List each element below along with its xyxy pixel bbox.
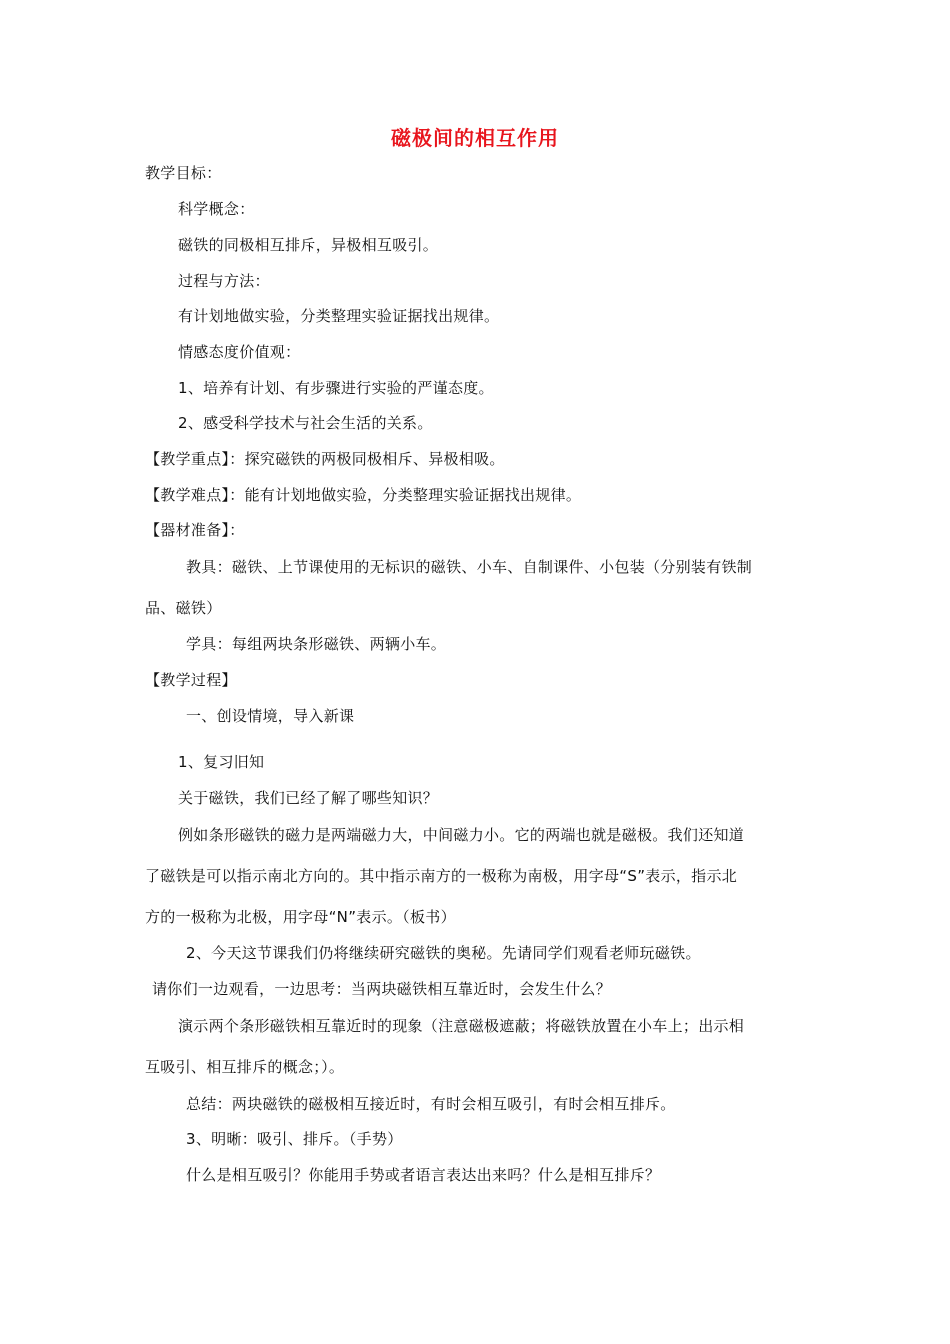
equipment-heading: 【器材准备】： bbox=[145, 521, 245, 539]
paragraph: 方的一极称为北极，用字母“N”表示。（板书） bbox=[145, 908, 456, 926]
paragraph: 了磁铁是可以指示南北方向的。其中指示南方的一极称为南极，用字母“S”表示，指示北 bbox=[145, 867, 738, 885]
paragraph: 品、磁铁） bbox=[145, 599, 222, 617]
paragraph: 学具：每组两块条形磁铁、两辆小车。 bbox=[186, 635, 447, 653]
paragraph: 总结：两块磁铁的磁极相互接近时，有时会相互吸引，有时会相互排斥。 bbox=[186, 1095, 676, 1113]
document-title: 磁极间的相互作用 bbox=[391, 126, 559, 150]
list-item: 2、感受科学技术与社会生活的关系。 bbox=[178, 414, 433, 432]
subheading-section-one: 一、创设情境，导入新课 bbox=[186, 707, 355, 725]
subheading-attitude-values: 情感态度价值观： bbox=[178, 343, 301, 361]
section-heading-objectives: 教学目标： bbox=[145, 164, 222, 182]
paragraph: 教具：磁铁、上节课使用的无标识的磁铁、小车、自制课件、小包装（分别装有铁制 bbox=[186, 558, 753, 576]
teaching-key-point: 【教学重点】：探究磁铁的两极同极相斥、异极相吸。 bbox=[145, 450, 505, 468]
paragraph: 演示两个条形磁铁相互靠近时的现象（注意磁极遮蔽；将磁铁放置在小车上；出示相 bbox=[178, 1017, 745, 1035]
paragraph: 磁铁的同极相互排斥，异极相互吸引。 bbox=[178, 236, 439, 254]
paragraph: 有计划地做实验，分类整理实验证据找出规律。 bbox=[178, 307, 500, 325]
paragraph: 互吸引、相互排斥的概念；）。 bbox=[145, 1058, 345, 1076]
paragraph: 例如条形磁铁的磁力是两端磁力大，中间磁力小。它的两端也就是磁极。我们还知道 bbox=[178, 826, 745, 844]
paragraph: 什么是相互吸引？你能用手势或者语言表达出来吗？什么是相互排斥？ bbox=[186, 1166, 661, 1184]
paragraph: 关于磁铁，我们已经了解了哪些知识？ bbox=[178, 789, 439, 807]
paragraph: 请你们一边观看，一边思考：当两块磁铁相互靠近时，会发生什么？ bbox=[152, 980, 612, 998]
list-item: 1、培养有计划、有步骤进行实验的严谨态度。 bbox=[178, 379, 494, 397]
subheading-science-concept: 科学概念： bbox=[178, 200, 255, 218]
subheading-process-method: 过程与方法： bbox=[178, 272, 270, 290]
paragraph: 2、今天这节课我们仍将继续研究磁铁的奥秘。先请同学们观看老师玩磁铁。 bbox=[186, 944, 701, 962]
list-item: 1、复习旧知 bbox=[178, 753, 265, 771]
list-item: 3、明晰：吸引、排斥。（手势） bbox=[186, 1130, 403, 1148]
teaching-difficulty: 【教学难点】：能有计划地做实验，分类整理实验证据找出规律。 bbox=[145, 486, 582, 504]
teaching-process-heading: 【教学过程】 bbox=[145, 671, 237, 689]
